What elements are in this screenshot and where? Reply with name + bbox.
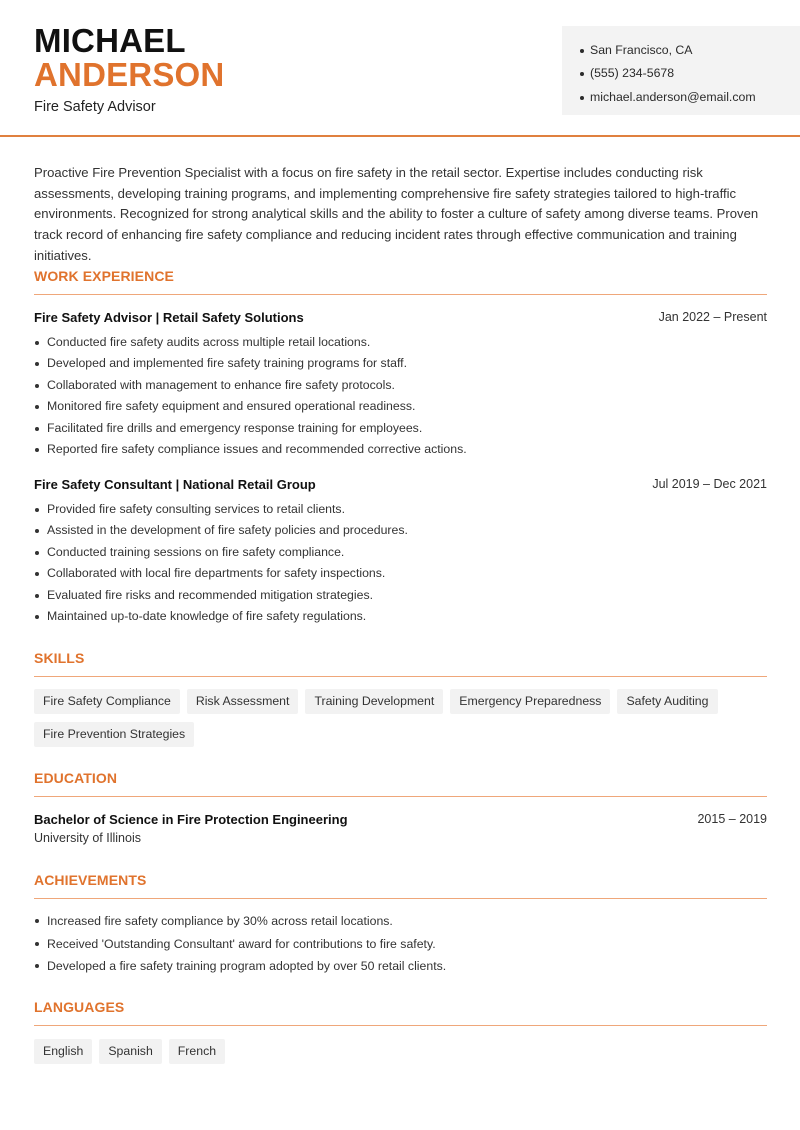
skill-tag: Safety Auditing: [617, 689, 717, 714]
contact-location: San Francisco, CA: [580, 39, 800, 62]
resume-header: [0, 0, 800, 137]
list-item: Received 'Outstanding Consultant' award for contributions to fire safety.: [34, 933, 767, 956]
work-experience-heading: WORK EXPERIENCE: [34, 268, 174, 284]
list-item: Facilitated fire drills and emergency response training for employees.: [34, 418, 767, 439]
language-tag: English: [34, 1039, 92, 1064]
skill-tag: Training Development: [305, 689, 443, 714]
skill-tag: Fire Safety Compliance: [34, 689, 180, 714]
education-heading: EDUCATION: [34, 770, 118, 786]
contact-email: michael.anderson@email.com: [580, 86, 800, 109]
job-role: Fire Safety Consultant | National Retail Group: [34, 477, 316, 492]
language-tag: French: [169, 1039, 225, 1064]
list-item: Developed a fire safety training program adopted by over 50 retail clients.: [34, 955, 767, 978]
skills-tags: [34, 689, 767, 747]
school-name: University of Illinois: [34, 831, 141, 845]
last-name: ANDERSON: [34, 56, 225, 93]
skill-tag: Risk Assessment: [187, 689, 299, 714]
job-entry-header: [34, 310, 767, 325]
list-item: Monitored fire safety equipment and ensured operational readiness.: [34, 396, 767, 417]
candidate-title: Fire Safety Advisor: [34, 99, 156, 115]
skills-heading: SKILLS: [34, 650, 85, 666]
achievements-heading: ACHIEVEMENTS: [34, 872, 147, 888]
job-role: Fire Safety Advisor | Retail Safety Solutions: [34, 310, 304, 325]
summary-paragraph: Proactive Fire Prevention Specialist with a focus on fire safety in the retail sector. Expertise includes conducting risk assessments, developing training programs, and implementing comprehensive fire safety strategies tailored to high-traffic environments. Recognized for strong analytical skills and the ability to foster a culture of safety among diverse teams. Proven track record of enhancing fire safety compliance and reducing incident rates through effective communication and training initiatives.: [34, 165, 759, 263]
job-dates: Jul 2019 – Dec 2021: [652, 477, 767, 491]
languages-heading: LANGUAGES: [34, 999, 125, 1015]
section-divider: [34, 796, 767, 797]
language-tag: Spanish: [99, 1039, 161, 1064]
list-item: Provided fire safety consulting services to retail clients.: [34, 499, 767, 520]
list-item: Reported fire safety compliance issues and recommended corrective actions.: [34, 439, 767, 460]
contact-phone: (555) 234-5678: [580, 62, 800, 85]
list-item: Increased fire safety compliance by 30% across retail locations.: [34, 910, 767, 933]
list-item: Maintained up-to-date knowledge of fire safety regulations.: [34, 606, 767, 627]
contact-box: [562, 26, 800, 115]
list-item: Collaborated with local fire departments for safety inspections.: [34, 563, 767, 584]
job-bullets: [34, 499, 767, 627]
section-divider: [34, 1025, 767, 1026]
job-bullets: [34, 332, 767, 460]
section-divider: [34, 294, 767, 295]
first-name: MICHAEL: [34, 22, 186, 59]
section-divider: [34, 898, 767, 899]
list-item: Evaluated fire risks and recommended mitigation strategies.: [34, 585, 767, 606]
job-dates: Jan 2022 – Present: [658, 310, 767, 324]
skill-tag: Fire Prevention Strategies: [34, 722, 194, 747]
candidate-name: [34, 24, 224, 92]
degree: Bachelor of Science in Fire Protection Engineering: [34, 812, 348, 827]
achievement-bullets: [34, 910, 767, 978]
list-item: Assisted in the development of fire safety policies and procedures.: [34, 520, 767, 541]
list-item: Conducted fire safety audits across multiple retail locations.: [34, 332, 767, 353]
section-divider: [34, 676, 767, 677]
language-tags: [34, 1039, 767, 1064]
education-entry-header: [34, 812, 767, 827]
skill-tag: Emergency Preparedness: [450, 689, 610, 714]
list-item: Conducted training sessions on fire safety compliance.: [34, 542, 767, 563]
list-item: Collaborated with management to enhance fire safety protocols.: [34, 375, 767, 396]
education-dates: 2015 – 2019: [697, 812, 767, 826]
list-item: Developed and implemented fire safety training programs for staff.: [34, 353, 767, 374]
job-entry-header: [34, 477, 767, 492]
